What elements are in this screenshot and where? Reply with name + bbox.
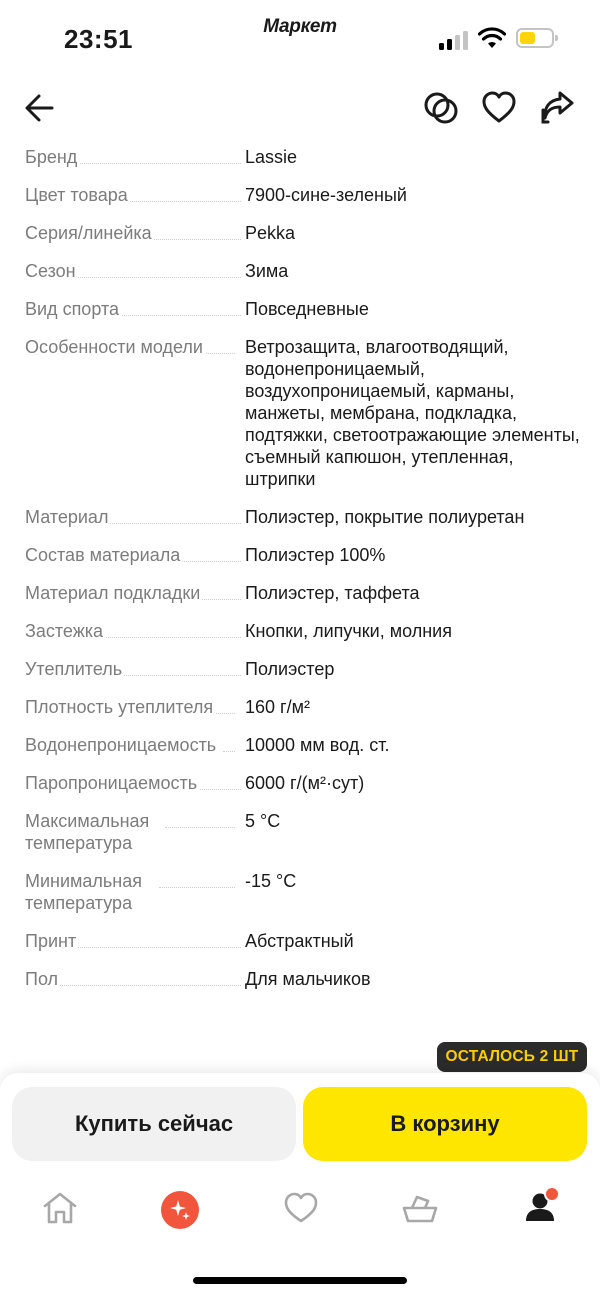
spec-row-season	[25, 260, 585, 282]
spec-row-print	[25, 930, 585, 952]
spec-label: Серия/линейка	[25, 223, 152, 243]
spec-row-breathability	[25, 772, 585, 794]
profile-icon[interactable]	[521, 1184, 565, 1228]
spec-label: Пол	[25, 969, 59, 989]
clock: 23:51	[64, 24, 133, 54]
status-bar	[0, 0, 600, 80]
spec-label: Утеплитель	[25, 659, 123, 679]
spec-value: Lassie	[245, 147, 298, 167]
spec-row-sport	[25, 298, 585, 320]
spec-value: Для мальчиков	[245, 969, 371, 989]
sparkle-icon[interactable]	[160, 1190, 200, 1230]
spec-row-min-temperature	[25, 870, 585, 914]
spec-value: Полиэстер	[245, 659, 335, 679]
spec-row-material	[25, 506, 585, 528]
spec-row-features	[25, 336, 585, 490]
compare-icon[interactable]	[422, 88, 460, 128]
stock-left-badge: ОСТАЛОСЬ 2 ШТ	[437, 1042, 587, 1072]
spec-value: 6000 г/(м²·сут)	[245, 773, 365, 793]
heart-icon[interactable]	[281, 1188, 321, 1228]
spec-label: Материал	[25, 507, 109, 527]
spec-row-max-temperature	[25, 810, 585, 854]
spec-row-insulation	[25, 658, 585, 680]
spec-label: Плотность утеплителя	[25, 697, 214, 717]
spec-value: 10000 мм вод. ст.	[245, 735, 390, 755]
spec-label: Застежка	[25, 621, 104, 641]
spec-row-waterproofness	[25, 734, 585, 756]
spec-label: Цвет товара	[25, 185, 128, 205]
cellular-signal-icon	[439, 28, 469, 50]
spec-value: -15 °C	[245, 871, 297, 891]
spec-label: Состав материала	[25, 545, 181, 565]
spec-value: Pekka	[245, 223, 296, 243]
spec-value: Полиэстер, таффета	[245, 583, 420, 603]
spec-row-lining	[25, 582, 585, 604]
spec-label: Особенности модели	[25, 337, 203, 357]
spec-label: Сезон	[25, 261, 76, 281]
spec-value: Абстрактный	[245, 931, 354, 951]
spec-value: Ветрозащита, влагоотводящий, водонепроницаемый, воздухопроницаемый, карманы, манжеты, мембрана, подкладка, подтяжки, светоотражающие элементы, съемный капюшон, утепленная, штрипки	[245, 337, 580, 489]
spec-label: Паропроницаемость	[25, 773, 198, 793]
spec-row-insulation-density	[25, 696, 585, 718]
spec-row-brand	[25, 146, 585, 168]
bottom-action-panel	[0, 1073, 600, 1297]
spec-value: 5 °C	[245, 811, 281, 831]
spec-value: Кнопки, липучки, молния	[245, 621, 452, 641]
spec-row-series	[25, 222, 585, 244]
spec-value: Повседневные	[245, 299, 369, 319]
app-name: Маркет	[263, 16, 337, 37]
home-icon[interactable]	[40, 1188, 80, 1228]
spec-value: Полиэстер, покрытие полиуретан	[245, 507, 525, 527]
spec-label: Минимальная температура	[25, 871, 143, 913]
spec-value: Полиэстер 100%	[245, 545, 386, 565]
spec-label: Водонепроницаемость	[25, 735, 217, 755]
favorite-heart-icon[interactable]	[481, 88, 517, 128]
spec-label: Принт	[25, 931, 77, 951]
wifi-icon	[478, 27, 506, 49]
spec-row-color	[25, 184, 585, 206]
spec-label: Максимальная температура	[25, 811, 150, 853]
top-navigation	[0, 82, 600, 136]
spec-row-fastener	[25, 620, 585, 642]
spec-label: Бренд	[25, 147, 78, 167]
home-indicator	[193, 1277, 407, 1284]
back-arrow-icon[interactable]	[24, 88, 56, 128]
specifications-list	[25, 146, 585, 1006]
buy-now-button[interactable]: Купить сейчас	[12, 1087, 296, 1161]
add-to-cart-button[interactable]: В корзину	[303, 1087, 587, 1161]
spec-label: Вид спорта	[25, 299, 119, 319]
spec-row-composition	[25, 544, 585, 566]
spec-value: 7900-сине-зеленый	[245, 185, 407, 205]
spec-row-gender	[25, 968, 585, 990]
battery-icon	[516, 28, 554, 48]
spec-value: Зима	[245, 261, 289, 281]
cart-icon[interactable]	[400, 1188, 440, 1228]
share-icon[interactable]	[538, 88, 574, 128]
spec-label: Материал подкладки	[25, 583, 201, 603]
spec-value: 160 г/м²	[245, 697, 310, 717]
